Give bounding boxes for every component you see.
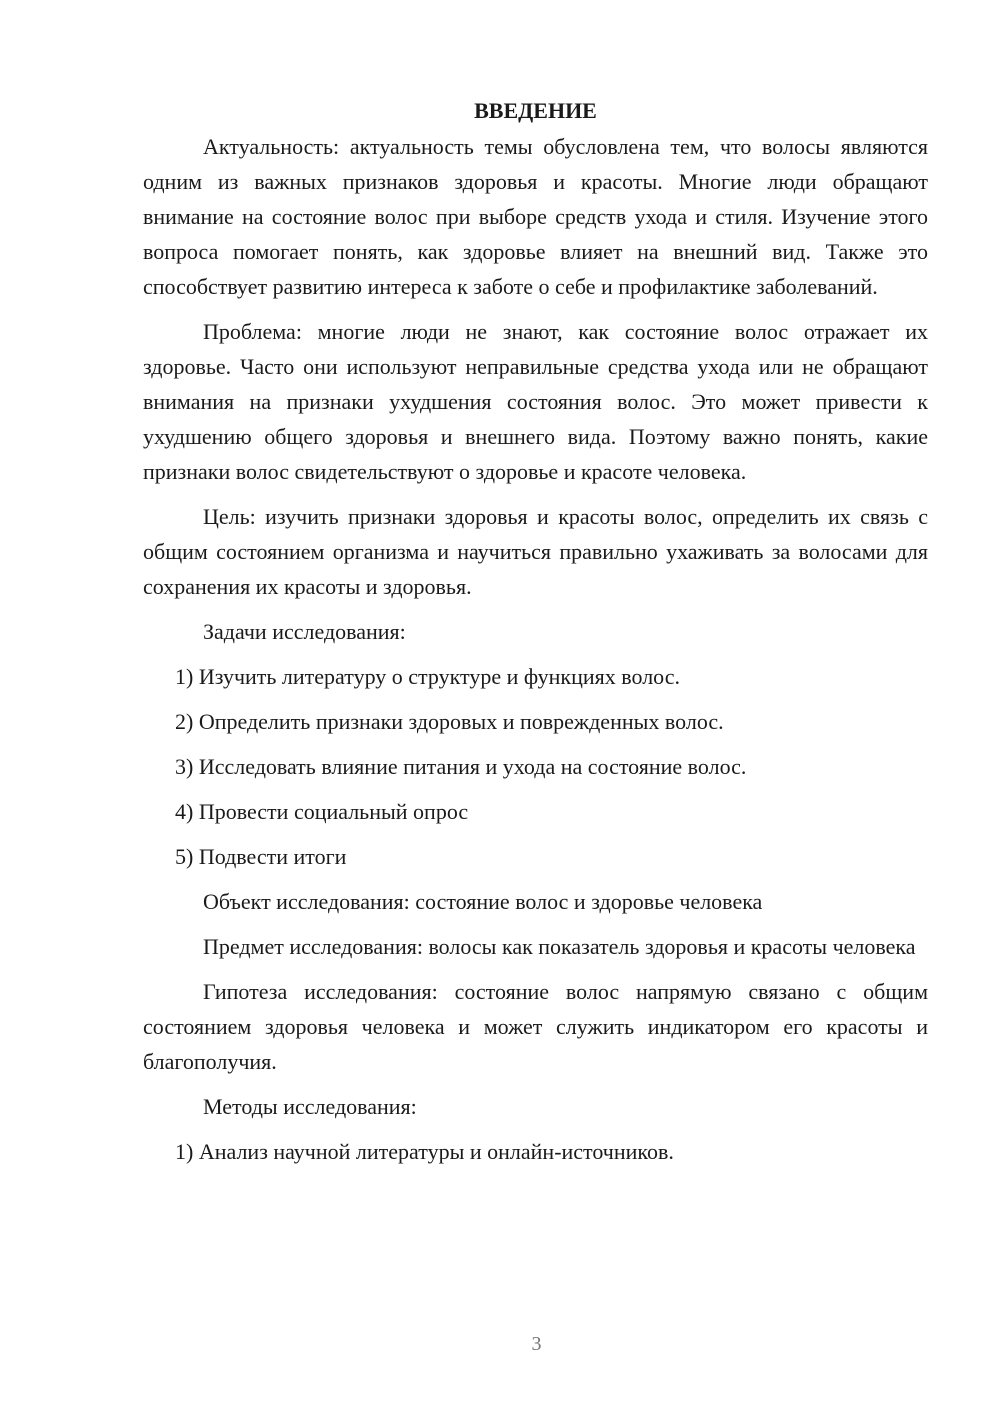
task-item: 2) Определить признаки здоровых и поврежденных волос. (175, 709, 724, 734)
object-paragraph: Объект исследования: состояние волос и здоровье человека (203, 889, 763, 914)
section-heading: ВВЕДЕНИЕ (474, 98, 597, 123)
page-content (143, 93, 928, 1179)
page-number: 3 (531, 1333, 542, 1355)
problem-paragraph: Проблема: многие люди не знают, как состояние волос отражает их здоровье. Часто они используют неправильные средства ухода или не обращают внимания на признаки ухудшения состояния волос. Это может привести к ухудшению общего здоровья и внешнего вида. Поэтому важно понять, какие признаки волос свидетельствуют о здоровье и красоте человека. (143, 319, 928, 484)
method-item: 1) Анализ научной литературы и онлайн-источников. (175, 1139, 674, 1164)
goal-paragraph: Цель: изучить признаки здоровья и красоты волос, определить их связь с общим состоянием организма и научиться правильно ухаживать за волосами для сохранения их красоты и здоровья. (143, 504, 928, 599)
task-item: 5) Подвести итоги (175, 844, 347, 869)
methods-title: Методы исследования: (203, 1094, 417, 1119)
subject-paragraph: Предмет исследования: волосы как показатель здоровья и красоты человека (203, 934, 916, 959)
task-item: 4) Провести социальный опрос (175, 799, 469, 824)
hypothesis-paragraph: Гипотеза исследования: состояние волос напрямую связано с общим состоянием здоровья человека и может служить индикатором его красоты и благополучия. (143, 979, 928, 1074)
relevance-paragraph: Актуальность: актуальность темы обусловлена тем, что волосы являются одним из важных признаков здоровья и красоты. Многие люди обращают внимание на состояние волос при выборе средств ухода и стиля. Изучение этого вопроса помогает понять, как здоровье влияет на внешний вид. Также это способствует развитию интереса к заботе о себе и профилактике заболеваний. (143, 134, 928, 299)
task-item: 1) Изучить литературу о структуре и функциях волос. (175, 664, 680, 689)
tasks-title: Задачи исследования: (203, 619, 406, 644)
task-item: 3) Исследовать влияние питания и ухода на состояние волос. (175, 754, 747, 779)
